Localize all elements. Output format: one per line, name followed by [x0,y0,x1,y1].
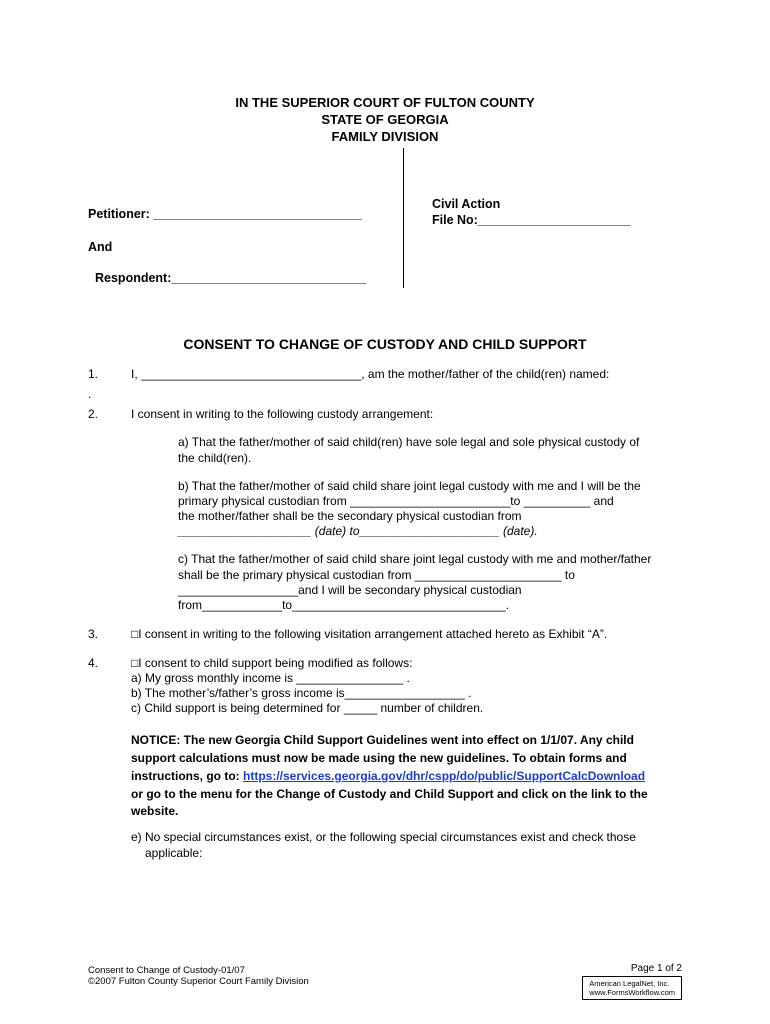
option-c-line-4: from____________to________________________________. [178,598,509,612]
item-1-number: 1. [88,367,99,381]
petitioner-field[interactable]: Petitioner: ______________________________ [88,207,362,221]
footer-copyright: ©2007 Fulton County Superior Court Family Division [88,976,309,987]
item-e-line-1: e) No special circumstances exist, or the following special circumstances exist and check those [131,830,636,844]
item-1-text: I, _________________________________, am the mother/father of the child(ren) named: [131,367,610,381]
option-b-line-4: ____________________ (date) to_____________________ (date). [178,524,538,538]
publisher-url: www.FormsWorkflow.com [589,988,675,997]
item-3-number: 3. [88,627,99,641]
option-b-line-3: the mother/father shall be the secondary physical custodian from [178,509,522,523]
item-4-line-2: a) My gross monthly income is ________________ . [131,671,410,685]
publisher-name: American LegalNet, Inc. [589,979,670,988]
item-e-line-2: applicable: [145,846,203,860]
item-2-text: I consent in writing to the following custody arrangement: [131,407,434,421]
item-4-line-3: b) The mother’s/father’s gross income is__________________ . [131,686,472,700]
option-c-line-2: shall be the primary physical custodian from ______________________ to [178,568,575,582]
option-c-line-3: __________________and I will be secondary physical custodian [178,583,522,597]
file-no-field[interactable]: File No:______________________ [432,213,631,227]
court-header-line-3: FAMILY DIVISION [331,129,439,144]
notice-line-3-prefix: instructions, go to: [131,769,243,783]
page-number: Page 1 of 2 [630,963,682,974]
item-4-number: 4. [88,656,99,670]
notice-line-3 [131,767,645,785]
and-label: And [88,240,113,254]
court-header-line-2: STATE OF GEORGIA [321,112,449,127]
notice-line-5: website. [131,804,179,818]
publisher-box [582,976,682,1000]
option-b-line-2: primary physical custodian from ________________________to __________ and [178,494,614,508]
option-a-line-2: the child(ren). [178,451,252,465]
stray-dot: . [88,387,92,401]
notice-line-1: NOTICE: The new Georgia Child Support Guidelines went into effect on 1/1/07. Any child [131,733,634,747]
item-2-number: 2. [88,407,99,421]
option-c-line-1: c) That the father/mother of said child share joint legal custody with me and mother/father [178,552,652,566]
respondent-field[interactable]: Respondent:____________________________ [95,271,367,285]
item-3-text: □I consent in writing to the following visitation arrangement attached hereto as Exhibit “A”. [131,627,608,641]
option-b-line-1: b) That the father/mother of said child share joint legal custody with me and I will be the [178,479,641,493]
support-calc-link[interactable]: https://services.georgia.gov/dhr/cspp/do/public/SupportCalcDownload [243,769,646,783]
item-4-line-1: □I consent to child support being modified as follows: [131,656,413,670]
caption-divider [403,148,404,288]
notice-line-4: or go to the menu for the Change of Custody and Child Support and click on the link to the [131,787,648,801]
option-a-line-1: a) That the father/mother of said child(ren) have sole legal and sole physical custody of [178,435,640,449]
court-header-line-1: IN THE SUPERIOR COURT OF FULTON COUNTY [235,95,535,110]
item-4-line-4: c) Child support is being determined for _____ number of children. [131,701,484,715]
footer-form-id: Consent to Change of Custody-01/07 [88,965,245,976]
notice-line-2: support calculations must now be made using the new guidelines. To obtain forms and [131,751,627,765]
document-title: CONSENT TO CHANGE OF CUSTODY AND CHILD SUPPORT [183,336,587,352]
civil-action-label: Civil Action [432,197,501,211]
